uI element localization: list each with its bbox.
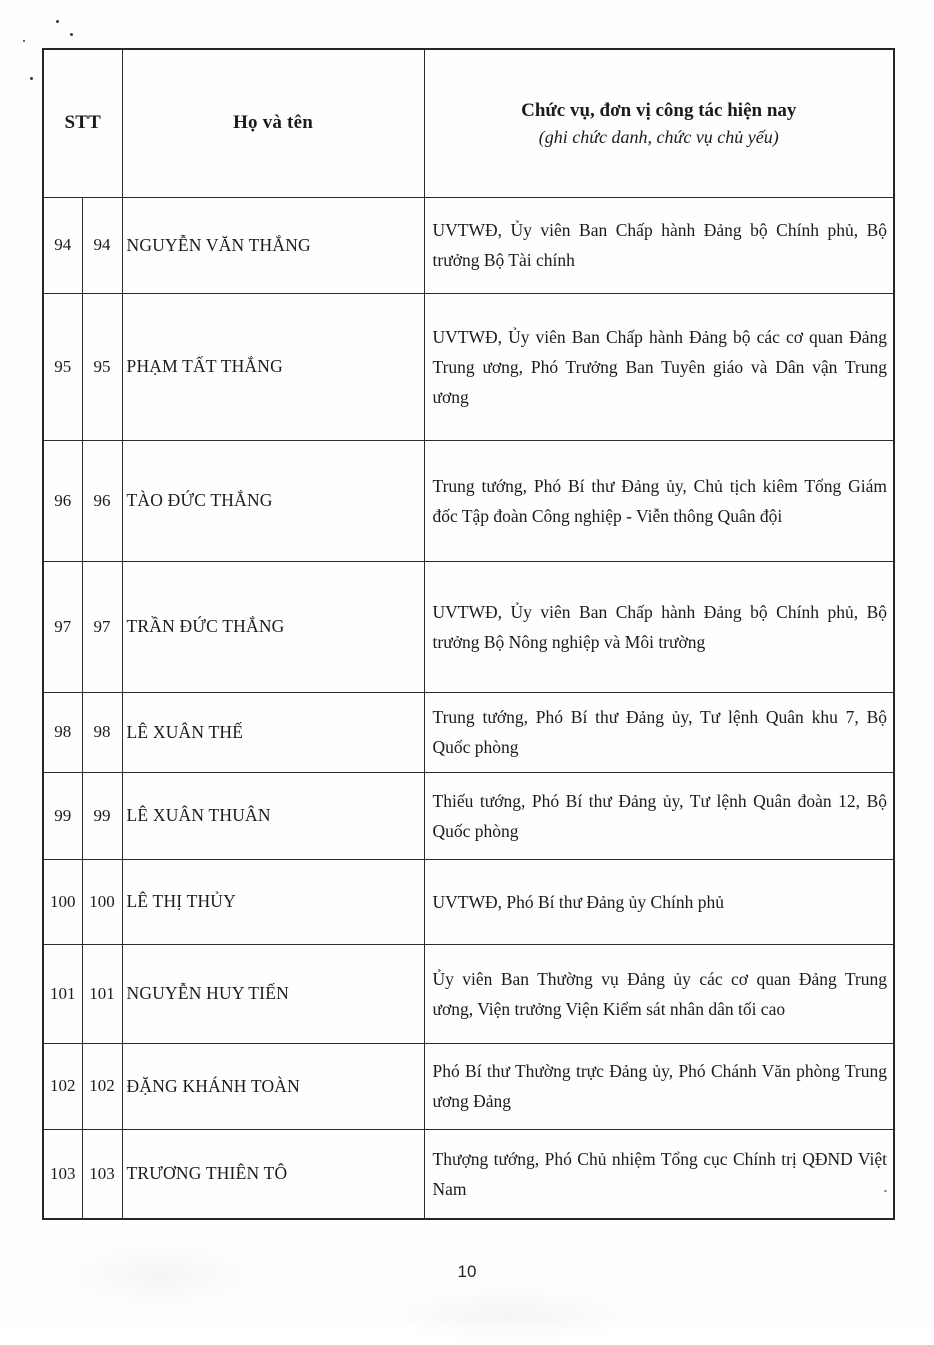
cell-stt-left: 100 [43, 859, 82, 944]
cell-name: TRƯƠNG THIÊN TÔ [122, 1129, 424, 1219]
table-row [43, 561, 894, 692]
cell-position: UVTWĐ, Ủy viên Ban Chấp hành Đảng bộ các cơ quan Đảng Trung ương, Phó Trưởng Ban Tuyên giáo và Dân vận Trung ương [424, 293, 894, 440]
cell-name: LÊ THỊ THỦY [122, 859, 424, 944]
column-header-name: Họ và tên [122, 49, 424, 197]
cell-stt-left: 101 [43, 944, 82, 1043]
cell-stt-left: 97 [43, 561, 82, 692]
cell-stt-right: 95 [82, 293, 122, 440]
cell-position: Trung tướng, Phó Bí thư Đảng ủy, Chủ tịch kiêm Tổng Giám đốc Tập đoàn Công nghiệp - Viễn thông Quân đội [424, 440, 894, 561]
cell-position: UVTWĐ, Phó Bí thư Đảng ủy Chính phủ [424, 859, 894, 944]
table-row [43, 293, 894, 440]
page-number: 10 [457, 1262, 477, 1281]
officials-table [42, 48, 895, 1220]
cell-stt-left: 103 [43, 1129, 82, 1219]
scan-smudge [380, 1285, 640, 1345]
table-row [43, 1129, 894, 1219]
cell-position: Ủy viên Ban Thường vụ Đảng ủy các cơ quan Đảng Trung ương, Viện trưởng Viện Kiểm sát nhân dân tối cao [424, 944, 894, 1043]
cell-name: NGUYỄN VĂN THẮNG [122, 197, 424, 293]
cell-name: NGUYỄN HUY TIẾN [122, 944, 424, 1043]
cell-name: TRẦN ĐỨC THẮNG [122, 561, 424, 692]
scan-speck [70, 33, 73, 36]
cell-stt-left: 102 [43, 1043, 82, 1129]
cell-position: Thiếu tướng, Phó Bí thư Đảng ủy, Tư lệnh Quân đoàn 12, Bộ Quốc phòng [424, 772, 894, 859]
column-header-stt: STT [43, 49, 122, 197]
cell-stt-left: 99 [43, 772, 82, 859]
cell-stt-right: 101 [82, 944, 122, 1043]
table-row [43, 440, 894, 561]
table-header-row [43, 49, 894, 197]
cell-name: LÊ XUÂN THẾ [122, 692, 424, 772]
cell-stt-right: 100 [82, 859, 122, 944]
table-row [43, 772, 894, 859]
cell-name: TÀO ĐỨC THẮNG [122, 440, 424, 561]
cell-stt-right: 102 [82, 1043, 122, 1129]
cell-position: UVTWĐ, Ủy viên Ban Chấp hành Đảng bộ Chính phủ, Bộ trưởng Bộ Nông nghiệp và Môi trường [424, 561, 894, 692]
table-row [43, 944, 894, 1043]
cell-name: PHẠM TẤT THẮNG [122, 293, 424, 440]
cell-position: Thượng tướng, Phó Chủ nhiệm Tổng cục Chính trị QĐND Việt Nam [424, 1129, 894, 1219]
table-row [43, 1043, 894, 1129]
cell-stt-right: 99 [82, 772, 122, 859]
cell-position: Phó Bí thư Thường trực Đảng ủy, Phó Chánh Văn phòng Trung ương Đảng [424, 1043, 894, 1129]
cell-stt-left: 95 [43, 293, 82, 440]
table-row [43, 197, 894, 293]
cell-stt-right: 103 [82, 1129, 122, 1219]
scan-speck [30, 77, 33, 80]
cell-stt-left: 98 [43, 692, 82, 772]
cell-stt-right: 96 [82, 440, 122, 561]
cell-position: Trung tướng, Phó Bí thư Đảng ủy, Tư lệnh Quân khu 7, Bộ Quốc phòng [424, 692, 894, 772]
scan-speck [56, 20, 59, 23]
column-header-position-subtitle: (ghi chức danh, chức vụ chủ yếu) [538, 126, 779, 147]
scan-speck [23, 40, 25, 42]
column-header-position-title: Chức vụ, đơn vị công tác hiện nay [521, 99, 797, 121]
cell-name: LÊ XUÂN THUÂN [122, 772, 424, 859]
cell-stt-left: 96 [43, 440, 82, 561]
cell-stt-right: 94 [82, 197, 122, 293]
cell-name: ĐẶNG KHÁNH TOÀN [122, 1043, 424, 1129]
cell-stt-right: 97 [82, 561, 122, 692]
cell-stt-left: 94 [43, 197, 82, 293]
table-row [43, 692, 894, 772]
table-row [43, 859, 894, 944]
cell-stt-right: 98 [82, 692, 122, 772]
cell-position: UVTWĐ, Ủy viên Ban Chấp hành Đảng bộ Chính phủ, Bộ trưởng Bộ Tài chính [424, 197, 894, 293]
column-header-position [424, 49, 894, 197]
